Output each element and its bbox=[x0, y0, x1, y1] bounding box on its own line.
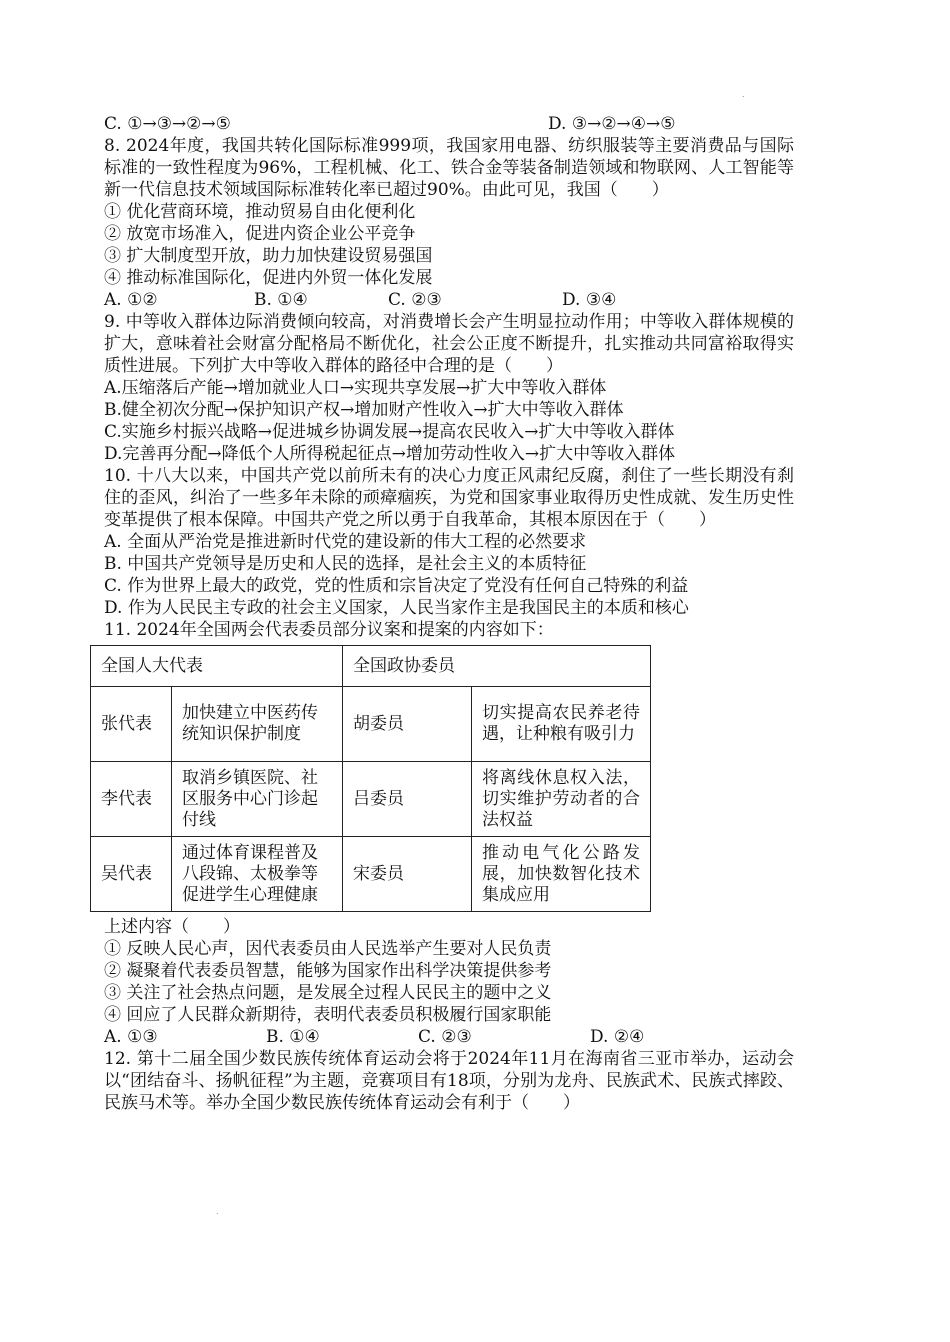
q11-option-a: A. ①③ bbox=[104, 1027, 158, 1047]
q8-item: ③ 扩大制度型开放，助力加快建设贸易强国 bbox=[104, 246, 433, 266]
header-cppcc: 全国政协委员 bbox=[343, 646, 651, 687]
rep-proposal: 取消乡镇医院、社区服务中心门诊起付线 bbox=[172, 762, 343, 837]
q9-option-a: A.压缩落后产能→增加就业人口→实现共享发展→扩大中等收入群体 bbox=[104, 378, 607, 398]
member-proposal: 推动电气化公路发展，加快数智化技术集成应用 bbox=[472, 837, 651, 912]
proposal-table bbox=[90, 645, 651, 912]
q10-option-a: A. 全面从严治党是推进新时代党的建设新的伟大工程的必然要求 bbox=[104, 532, 587, 552]
q11-item: ① 反映人民心声，因代表委员由人民选举产生要对人民负责 bbox=[104, 939, 552, 959]
q7-option-d: D. ③→②→④→⑤ bbox=[548, 114, 676, 134]
q9-option-b: B.健全初次分配→保护知识产权→增加财产性收入→扩大中等收入群体 bbox=[104, 400, 624, 420]
q8-options bbox=[104, 289, 794, 311]
q9-stem: 9. 中等收入群体边际消费倾向较高，对消费增长会产生明显拉动作用；中等收入群体规模的扩大，意味着社会财富分配格局不断优化，社会公正度不断提升，扎实推动共同富裕取得实质性进展。下列扩大中等收入群体的路径中合理的是（ ） bbox=[104, 312, 794, 376]
q9-option-d: D.完善再分配→降低个人所得税起征点→增加劳动性收入→扩大中等收入群体 bbox=[104, 444, 676, 464]
q10-option-d: D. 作为人民民主专政的社会主义国家，人民当家作主是我国民主的本质和核心 bbox=[104, 598, 689, 618]
q7-option-c: C. ①→③→②→⑤ bbox=[104, 114, 231, 134]
member-name: 胡委员 bbox=[343, 687, 472, 762]
member-name: 吕委员 bbox=[343, 762, 472, 837]
table-header-row bbox=[91, 646, 651, 687]
table-row bbox=[91, 762, 651, 837]
rep-name: 张代表 bbox=[91, 687, 172, 762]
q9-option-c: C.实施乡村振兴战略→促进城乡协调发展→提高农民收入→扩大中等收入群体 bbox=[104, 422, 675, 442]
q11-option-d: D. ②④ bbox=[590, 1027, 645, 1047]
q8-option-a: A. ①② bbox=[104, 290, 158, 310]
q11-item: ③ 关注了社会热点问题，是发展全过程人民民主的题中之义 bbox=[104, 983, 552, 1003]
q7-options bbox=[104, 113, 794, 135]
q8-stem: 8. 2024年度，我国共转化国际标准999项，我国家用电器、纺织服装等主要消费品与国际标准的一致性程度为96%，工程机械、化工、铁合金等装备制造领域和物联网、人工智能等新一代信息技术领域国际标准转化率已超过90%。由此可见，我国（ ） bbox=[104, 136, 794, 200]
q11-options bbox=[104, 1026, 794, 1048]
q11-option-b: B. ①④ bbox=[266, 1027, 320, 1047]
exam-page bbox=[101, 113, 794, 1114]
q8-item: ① 优化营商环境，推动贸易自由化便利化 bbox=[104, 202, 416, 222]
q8-option-b: B. ①④ bbox=[254, 290, 308, 310]
q10-option-b: B. 中国共产党领导是历史和人民的选择，是社会主义的本质特征 bbox=[104, 554, 587, 574]
rep-name: 李代表 bbox=[91, 762, 172, 837]
q11-item: ④ 回应了人民群众新期待，表明代表委员积极履行国家职能 bbox=[104, 1005, 552, 1025]
rep-proposal: 加快建立中医药传统知识保护制度 bbox=[172, 687, 343, 762]
q8-option-c: C. ②③ bbox=[388, 290, 442, 310]
q11-option-c: C. ②③ bbox=[418, 1027, 472, 1047]
q8-item: ② 放宽市场准入，促进内资企业公平竞争 bbox=[104, 224, 416, 244]
q8-item: ④ 推动标准国际化，促进内外贸一体化发展 bbox=[104, 268, 433, 288]
rep-name: 吴代表 bbox=[91, 837, 172, 912]
member-proposal: 将离线休息权入法，切实维护劳动者的合法权益 bbox=[472, 762, 651, 837]
member-name: 宋委员 bbox=[343, 837, 472, 912]
q11-stem: 11. 2024年全国两会代表委员部分议案和提案的内容如下： bbox=[104, 620, 554, 640]
q8-option-d: D. ③④ bbox=[562, 290, 617, 310]
table-row bbox=[91, 687, 651, 762]
q10-stem: 10. 十八大以来，中国共产党以前所未有的决心力度正风肃纪反腐，刹住了一些长期没有刹住的歪风，纠治了一些多年未除的顽瘴痼疾，为党和国家事业取得历史性成就、发生历史性变革提供了根本保障。中国共产党之所以勇于自我革命，其根本原因在于（ ） bbox=[104, 466, 794, 530]
q12-stem: 12. 第十二届全国少数民族传统体育运动会将于2024年11月在海南省三亚市举办，运动会以“团结奋斗、扬帆征程”为主题，竞赛项目有18项，分别为龙舟、民族武术、民族式摔跤、民族马术等。举办全国少数民族传统体育运动会有利于（ ） bbox=[104, 1049, 794, 1113]
member-proposal: 切实提高农民养老待遇，让种粮有吸引力 bbox=[472, 687, 651, 762]
q11-tail: 上述内容（ ） bbox=[104, 917, 240, 937]
q11-item: ② 凝聚着代表委员智慧，能够为国家作出科学决策提供参考 bbox=[104, 961, 552, 981]
table-row bbox=[91, 837, 651, 912]
header-npc: 全国人大代表 bbox=[91, 646, 343, 687]
q10-option-c: C. 作为世界上最大的政党，党的性质和宗旨决定了党没有任何自己特殊的利益 bbox=[104, 576, 689, 596]
rep-proposal: 通过体育课程普及八段锦、太极拳等促进学生心理健康 bbox=[172, 837, 343, 912]
